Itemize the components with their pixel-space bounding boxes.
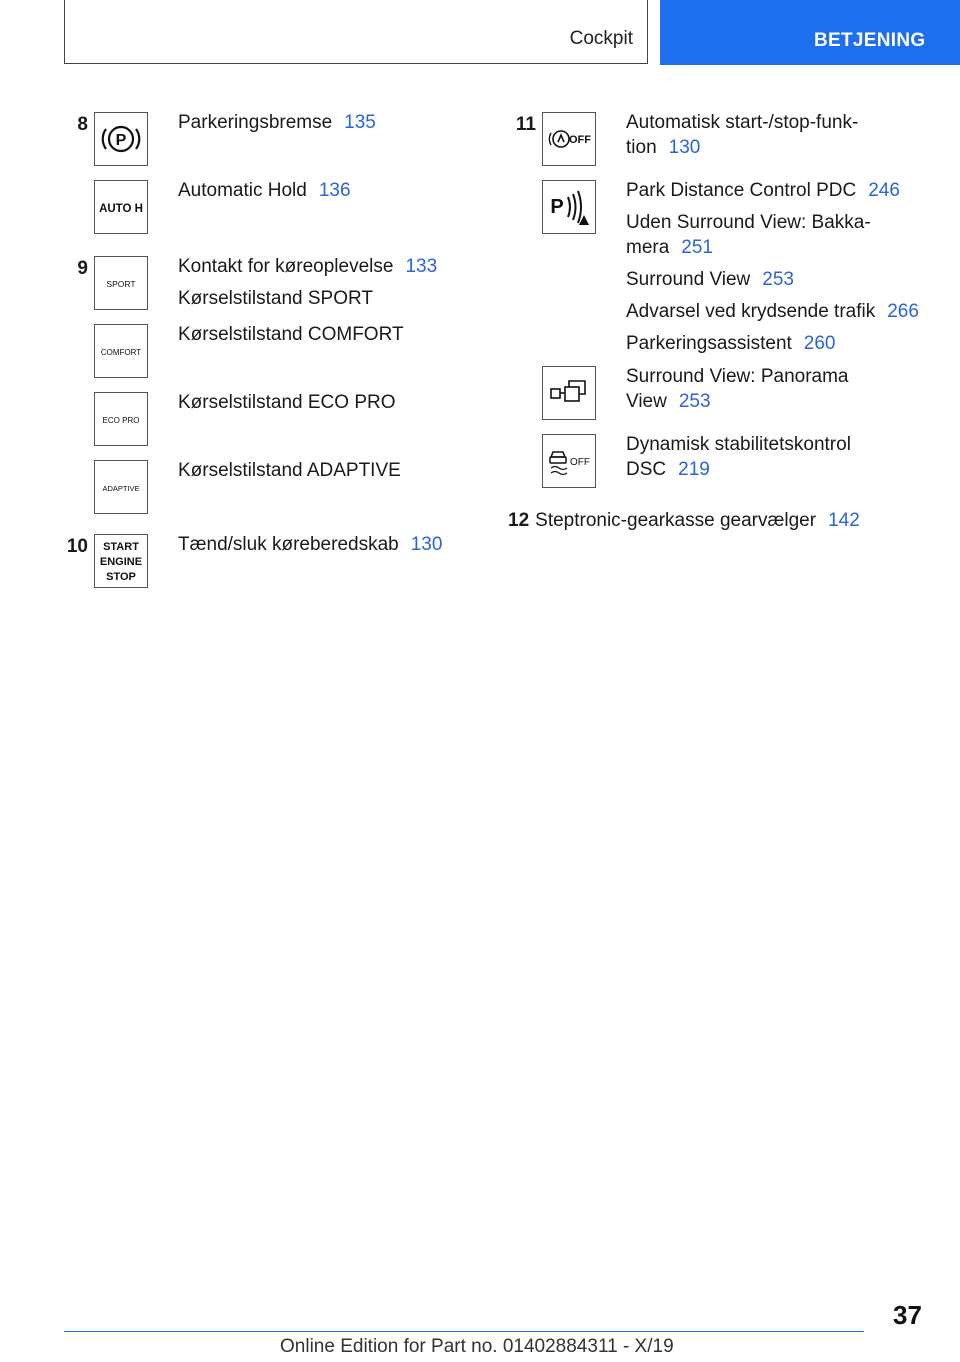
page-reference-link[interactable]: 260 bbox=[803, 333, 836, 354]
section-header-box bbox=[64, 0, 648, 64]
item-number: 10 bbox=[66, 536, 88, 557]
svg-text:ECO PRO: ECO PRO bbox=[102, 416, 140, 425]
sport-button-icon bbox=[94, 256, 148, 310]
page-reference-link[interactable]: 130 bbox=[410, 534, 443, 555]
chapter-tab-label: BETJENING bbox=[814, 30, 926, 51]
svg-text:ENGINE: ENGINE bbox=[99, 556, 143, 568]
item-number: 12 bbox=[508, 510, 530, 531]
left-column bbox=[60, 110, 490, 592]
start-engine-stop-icon bbox=[94, 534, 148, 588]
entry-line: Automatisk start-/stop-funk-tion 130 bbox=[626, 112, 859, 158]
item-9-row-3 bbox=[60, 390, 490, 458]
chapter-tab[interactable] bbox=[660, 0, 960, 65]
entry-line: Kørselstilstand COMFORT bbox=[178, 324, 404, 345]
svg-text:ADAPTIVE: ADAPTIVE bbox=[102, 484, 140, 493]
edition-footer: Online Edition for Part no. 01402884311 - X/19 bbox=[280, 1336, 674, 1357]
page-reference-link[interactable]: 142 bbox=[828, 510, 860, 531]
adaptive-button-icon bbox=[94, 460, 148, 514]
page-reference-link[interactable]: 246 bbox=[868, 180, 900, 201]
auto-start-stop-off-icon bbox=[542, 112, 596, 166]
panorama-view-camera-icon bbox=[542, 366, 596, 420]
item-11-row-2 bbox=[508, 178, 938, 364]
item-number: 9 bbox=[77, 258, 88, 279]
entry-line: Kørselstilstand SPORT bbox=[178, 288, 373, 309]
svg-text:P: P bbox=[550, 196, 564, 218]
svg-text:OFF: OFF bbox=[569, 134, 591, 146]
entry-line: Dynamisk stabilitetskontrol DSC 219 bbox=[626, 434, 851, 480]
entry-line: Kontakt for køreoplevelse 133 bbox=[178, 256, 438, 277]
footer-divider bbox=[64, 1331, 864, 1332]
page-reference-link[interactable]: 135 bbox=[344, 112, 376, 133]
item-11-row-4 bbox=[508, 432, 938, 508]
entry-line: Surround View 253 bbox=[626, 269, 794, 290]
entry-line: Park Distance Control PDC 246 bbox=[626, 180, 900, 201]
entry-line: Advarsel ved krydsende trafik 266 bbox=[626, 301, 919, 322]
page-reference-link[interactable]: 253 bbox=[762, 269, 794, 290]
entry-line: Steptronic-gearkasse gearvælger bbox=[535, 510, 817, 531]
svg-text:COMFORT: COMFORT bbox=[100, 348, 142, 357]
eco-pro-button-icon bbox=[94, 392, 148, 446]
svg-text:OFF: OFF bbox=[570, 457, 590, 468]
page-reference-link[interactable]: 253 bbox=[678, 391, 711, 412]
item-8-row-1 bbox=[60, 110, 490, 178]
entry-line: Parkeringsassistent 260 bbox=[626, 333, 836, 354]
right-column bbox=[508, 110, 938, 538]
item-11-row-3 bbox=[508, 364, 938, 432]
item-10-row-1 bbox=[60, 532, 490, 592]
entry-line: Surround View: Panorama View 253 bbox=[626, 366, 849, 412]
entry-line: Parkeringsbremse 135 bbox=[178, 112, 376, 133]
park-distance-control-icon bbox=[542, 180, 596, 234]
auto-hold-icon bbox=[94, 180, 148, 234]
page-number: 37 bbox=[893, 1300, 922, 1330]
item-number: 8 bbox=[77, 114, 88, 135]
page-reference-link[interactable]: 219 bbox=[678, 459, 710, 480]
item-8-row-2 bbox=[60, 178, 490, 254]
item-9-row-4 bbox=[60, 458, 490, 532]
item-number: 11 bbox=[515, 114, 536, 135]
page-reference-link[interactable]: 133 bbox=[405, 256, 438, 277]
page-reference-link[interactable]: 266 bbox=[887, 301, 919, 322]
svg-text:START: START bbox=[103, 541, 139, 553]
entry-line: Tænd/sluk køreberedskab 130 bbox=[178, 534, 443, 555]
page-reference-link[interactable]: 130 bbox=[668, 137, 701, 158]
svg-text:AUTO H: AUTO H bbox=[99, 203, 143, 215]
comfort-button-icon bbox=[94, 324, 148, 378]
parking-brake-icon bbox=[94, 112, 148, 166]
entry-line: Kørselstilstand ADAPTIVE bbox=[178, 460, 401, 481]
entry-line: Kørselstilstand ECO PRO bbox=[178, 392, 396, 413]
svg-text:STOP: STOP bbox=[106, 571, 136, 583]
item-9-row-2 bbox=[60, 322, 490, 390]
item-9-row-1 bbox=[60, 254, 490, 322]
section-title: Cockpit bbox=[569, 28, 633, 49]
svg-text:SPORT: SPORT bbox=[106, 279, 136, 289]
page-reference-link[interactable]: 136 bbox=[318, 180, 351, 201]
page-header bbox=[0, 0, 960, 66]
page-reference-link[interactable]: 251 bbox=[681, 237, 713, 258]
dsc-off-icon bbox=[542, 434, 596, 488]
entry-line: Automatic Hold 136 bbox=[178, 180, 351, 201]
svg-text:P: P bbox=[115, 132, 127, 149]
item-11-row-1 bbox=[508, 110, 938, 178]
item-12-row bbox=[508, 508, 938, 538]
entry-line: Uden Surround View: Bakka-mera 251 bbox=[626, 212, 871, 258]
